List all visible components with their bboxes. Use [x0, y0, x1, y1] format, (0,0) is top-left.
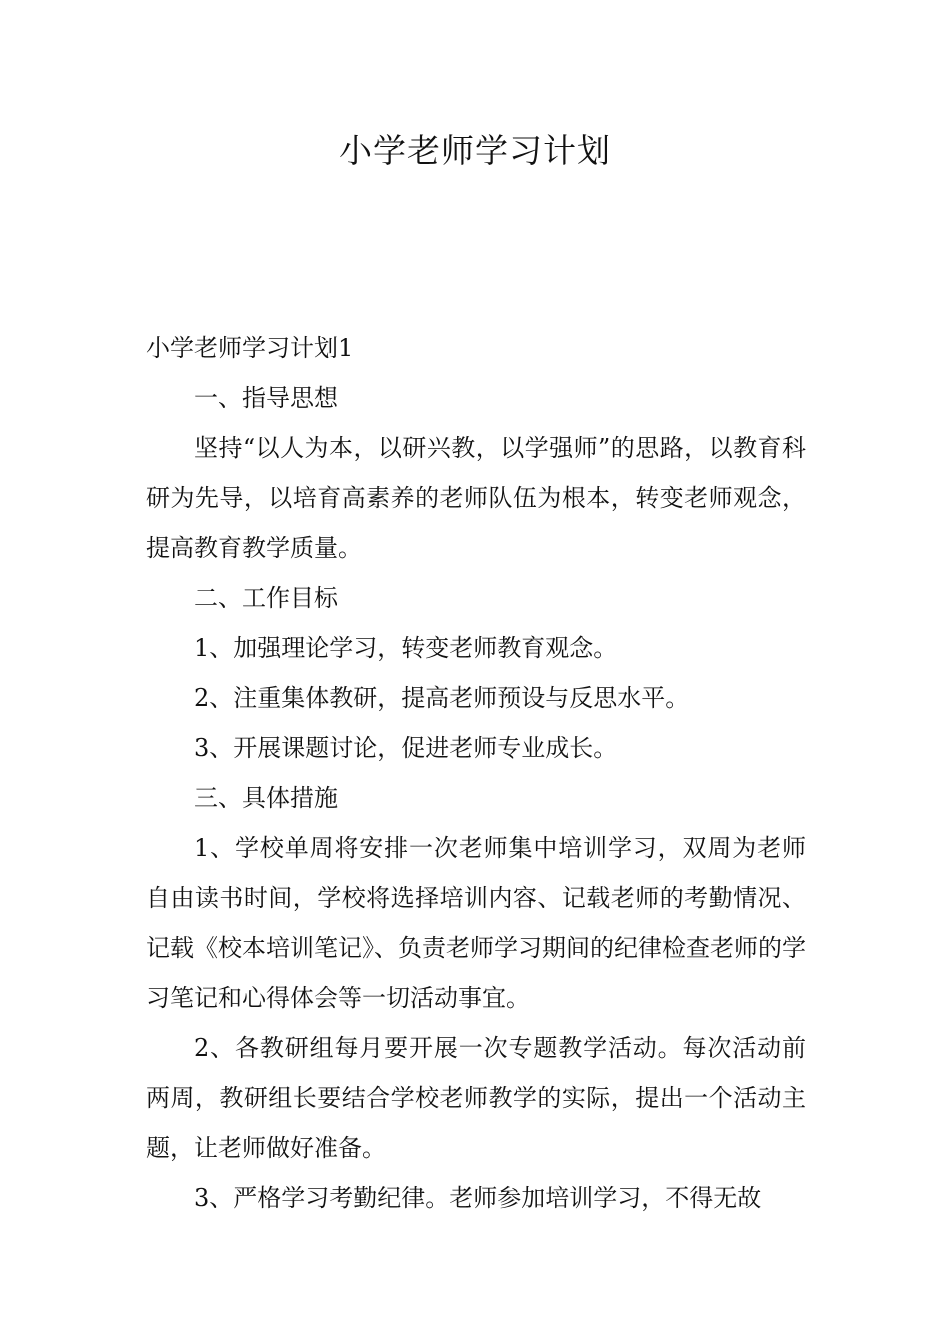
list-item: 3、开展课题讨论，促进老师专业成长。 — [194, 734, 618, 762]
section-heading: 一、指导思想 — [194, 384, 338, 412]
document-body — [146, 323, 806, 1223]
list-item: 1、加强理论学习，转变老师教育观念。 — [194, 634, 618, 662]
paragraph: 坚持“以人为本，以研兴教，以学强师”的思路，以教育科研为先导，以培育高素养的老师队伍为根本，转变老师观念，提高教育教学质量。 — [146, 434, 806, 562]
list-item: 3、严格学习考勤纪律。老师参加培训学习，不得无故 — [194, 1184, 762, 1212]
list-item: 2、注重集体教研，提高老师预设与反思水平。 — [194, 684, 690, 712]
list-item: 2、各教研组每月要开展一次专题教学活动。每次活动前两周，教研组长要结合学校老师教学的实际，提出一个活动主题，让老师做好准备。 — [146, 1034, 806, 1162]
list-item: 1、学校单周将安排一次老师集中培训学习，双周为老师自由读书时间，学校将选择培训内容、记载老师的考勤情况、记载《校本培训笔记》、负责老师学习期间的纪律检查老师的学习笔记和心得体会等一切活动事宜。 — [146, 834, 806, 1012]
paragraph: 小学老师学习计划1 — [146, 334, 354, 362]
document-title: 小学老师学习计划 — [339, 131, 611, 170]
section-heading: 二、工作目标 — [194, 584, 338, 612]
section-heading: 三、具体措施 — [194, 784, 338, 812]
